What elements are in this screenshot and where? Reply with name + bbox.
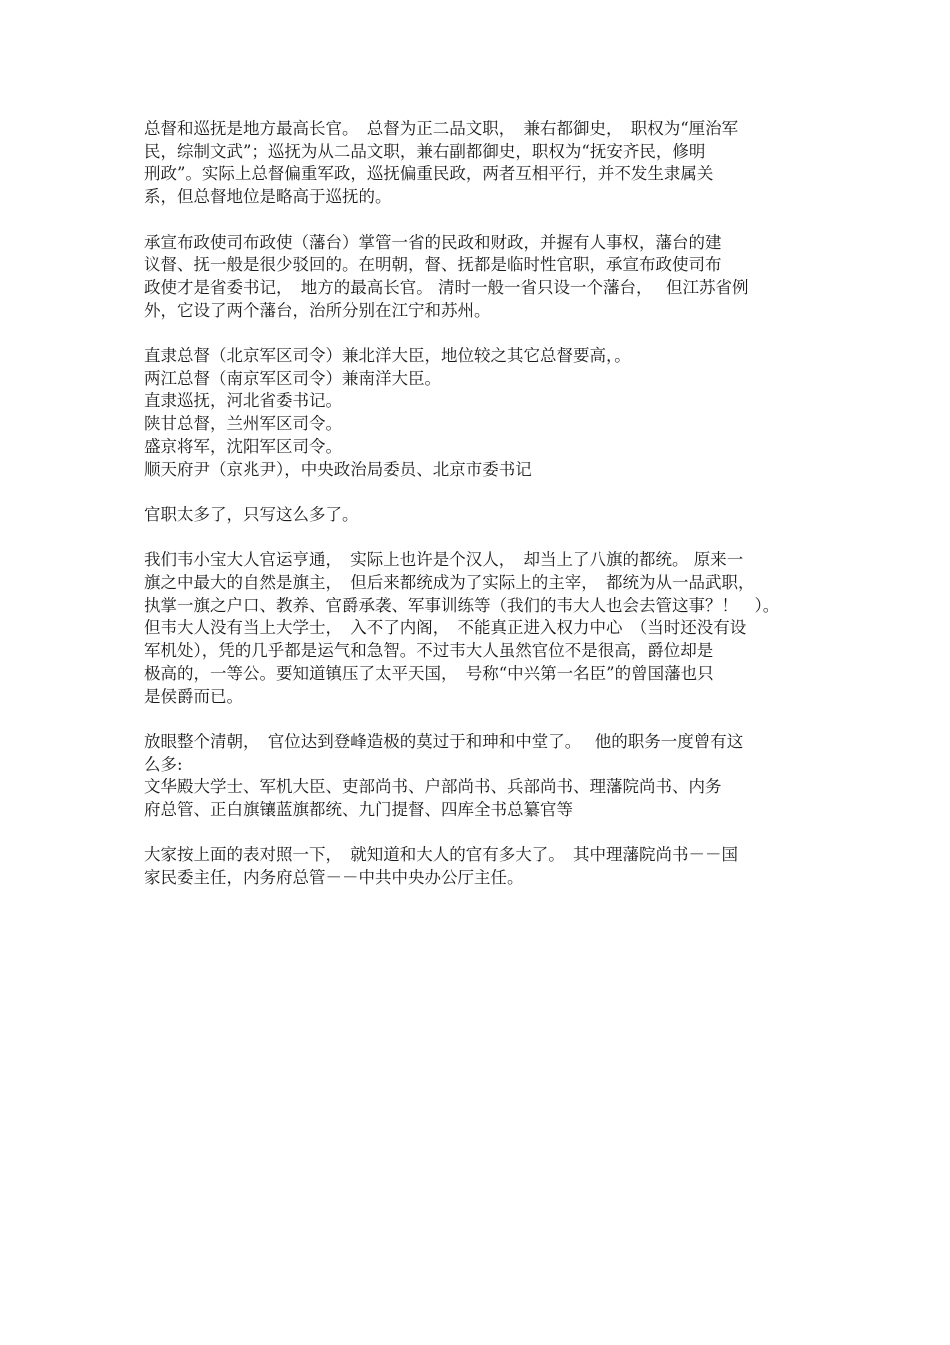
text-line: 议督、抚一般是很少驳回的。在明朝，督、抚都是临时性官职，承宣布政使司布 xyxy=(144,255,722,275)
paragraph-office-list xyxy=(144,345,816,481)
paragraph-note xyxy=(144,504,816,527)
paragraph-heshen xyxy=(144,731,816,822)
document-body xyxy=(144,118,816,913)
text-line: 直隶总督（北京军区司令）兼北洋大臣，地位较之其它总督要高，。 xyxy=(144,346,631,365)
text-line: 家民委主任，内务府总管－－中共中央办公厅主任。 xyxy=(144,868,524,888)
text-line: 系，但总督地位是略高于巡抚的。 xyxy=(144,187,392,207)
text-line: 民，综制文武”；巡抚为从二品文职，兼右副都御史，职权为“抚安齐民，修明 xyxy=(144,141,706,161)
text-line: 外，它设了两个藩台，治所分别在江宁和苏州。 xyxy=(144,300,491,320)
text-line: 府总管、正白旗镶蓝旗都统、九门提督、四库全书总纂官等 xyxy=(144,800,573,820)
text-line: 大家按上面的表对照一下， 就知道和大人的官有多大了。 其中理藩院尚书－－国 xyxy=(144,845,738,865)
paragraph-conclusion xyxy=(144,844,816,889)
text-line: 文华殿大学士、军机大臣、吏部尚书、户部尚书、兵部尚书、理藩院尚书、内务 xyxy=(144,777,722,797)
text-line: 么多: xyxy=(144,754,183,774)
text-line: 我们韦小宝大人官运亨通， 实际上也许是个汉人， 却当上了八旗的都统。 原来一 xyxy=(144,550,744,570)
paragraph-provincial-commissioner xyxy=(144,232,816,323)
text-line: 盛京将军，沈阳军区司令。 xyxy=(144,436,342,456)
text-line: 旗之中最大的自然是旗主， 但后来都统成为了实际上的主宰， 都统为从一品武职， xyxy=(144,573,755,592)
text-line: 极高的，一等公。要知道镇压了太平天国， 号称“中兴第一名臣”的曾国藩也只 xyxy=(144,663,714,683)
text-line: 刑政”。实际上总督偏重军政，巡抚偏重民政，两者互相平行，并不发生隶属关 xyxy=(144,164,714,184)
text-line: 官职太多了，只写这么多了。 xyxy=(144,504,359,524)
paragraph-governors xyxy=(144,118,816,209)
text-line: 总督和巡抚是地方最高长官。 总督为正二品文职， 兼右都御史， 职权为“厘治军 xyxy=(144,119,739,138)
text-line: 两江总督（南京军区司令）兼南洋大臣。 xyxy=(144,368,441,388)
text-line: 陕甘总督，兰州军区司令。 xyxy=(144,414,342,434)
paragraph-wei-xiaobao xyxy=(144,549,816,708)
text-line: 军机处），凭的几乎都是运气和急智。不过韦大人虽然官位不是很高，爵位却是 xyxy=(144,641,714,661)
text-line: 政使才是省委书记， 地方的最高长官。 清时一般一省只设一个藩台， 但江苏省例 xyxy=(144,277,749,297)
text-line: 是侯爵而已。 xyxy=(144,686,243,706)
text-line: 但韦大人没有当上大学士， 入不了内阁， 不能真正进入权力中心 （当时还没有设 xyxy=(144,618,747,638)
text-line: 顺天府尹（京兆尹），中央政治局委员、北京市委书记 xyxy=(144,459,532,479)
text-line: 直隶巡抚，河北省委书记。 xyxy=(144,391,342,411)
text-line: 放眼整个清朝， 官位达到登峰造极的莫过于和珅和中堂了。 他的职务一度曾有这 xyxy=(144,731,744,751)
text-line: 承宣布政使司布政使（藩台）掌管一省的民政和财政，并握有人事权，藩台的建 xyxy=(144,232,722,252)
text-line: 执掌一旗之户口、教养、官爵承袭、军事训练等（我们的韦大人也会去管这事？！ ）。 xyxy=(144,595,780,615)
